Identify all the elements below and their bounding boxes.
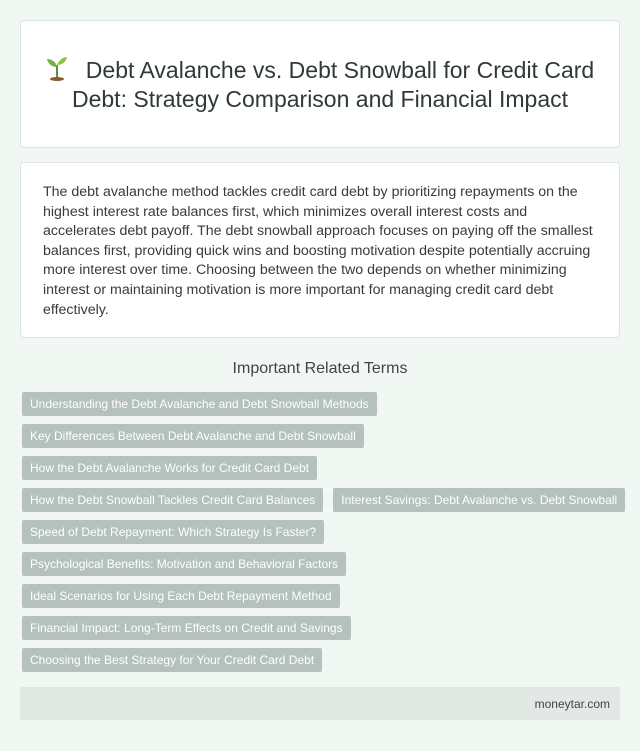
- related-terms-heading: Important Related Terms: [232, 360, 408, 377]
- summary-text: The debt avalanche method tackles credit card debt by prioritizing repayments on the highest interest rate balances first, which minimizes overall interest costs and accelerates debt payoff. The debt snowball approach focuses on paying off the smallest balances first, providing quick wins and boosting motivation despite potentially accruing more interest over time. Choosing between the two depends on whether minimizing interest or maintaining motivation is more important for managing credit card debt effectively.: [43, 184, 593, 318]
- term-tag[interactable]: Choosing the Best Strategy for Your Credit Card Debt: [22, 648, 322, 672]
- term-tag[interactable]: Ideal Scenarios for Using Each Debt Repayment Method: [22, 584, 340, 608]
- term-tag[interactable]: How the Debt Snowball Tackles Credit Card Balances: [22, 488, 323, 512]
- term-row: [22, 648, 622, 680]
- term-tag[interactable]: How the Debt Avalanche Works for Credit Card Debt: [22, 456, 317, 480]
- term-tag[interactable]: Psychological Benefits: Motivation and Behavioral Factors: [22, 552, 346, 576]
- term-tag[interactable]: Speed of Debt Repayment: Which Strategy Is Faster?: [22, 520, 324, 544]
- term-row: [22, 616, 622, 648]
- term-tag[interactable]: Interest Savings: Debt Avalanche vs. Debt Snowball: [333, 488, 625, 512]
- summary-card: [20, 162, 620, 338]
- term-row: [22, 488, 622, 520]
- term-row: [22, 424, 622, 456]
- related-terms-list: [22, 392, 622, 680]
- term-tag[interactable]: Financial Impact: Long-Term Effects on Credit and Savings: [22, 616, 351, 640]
- title-card: [20, 20, 620, 148]
- term-row: [22, 520, 622, 552]
- term-tag[interactable]: Understanding the Debt Avalanche and Debt Snowball Methods: [22, 392, 377, 416]
- sprout-icon: [46, 55, 68, 81]
- term-row: [22, 456, 622, 488]
- page-title: [45, 55, 595, 114]
- footer-site-link[interactable]: moneytar.com: [534, 696, 610, 711]
- term-row: [22, 584, 622, 616]
- term-row: [22, 552, 622, 584]
- term-tag[interactable]: Key Differences Between Debt Avalanche and Debt Snowball: [22, 424, 364, 448]
- page-title-text: Debt Avalanche vs. Debt Snowball for Credit Card Debt: Strategy Comparison and Financial Impact: [71, 56, 595, 112]
- term-row: [22, 392, 622, 424]
- footer: [20, 687, 620, 720]
